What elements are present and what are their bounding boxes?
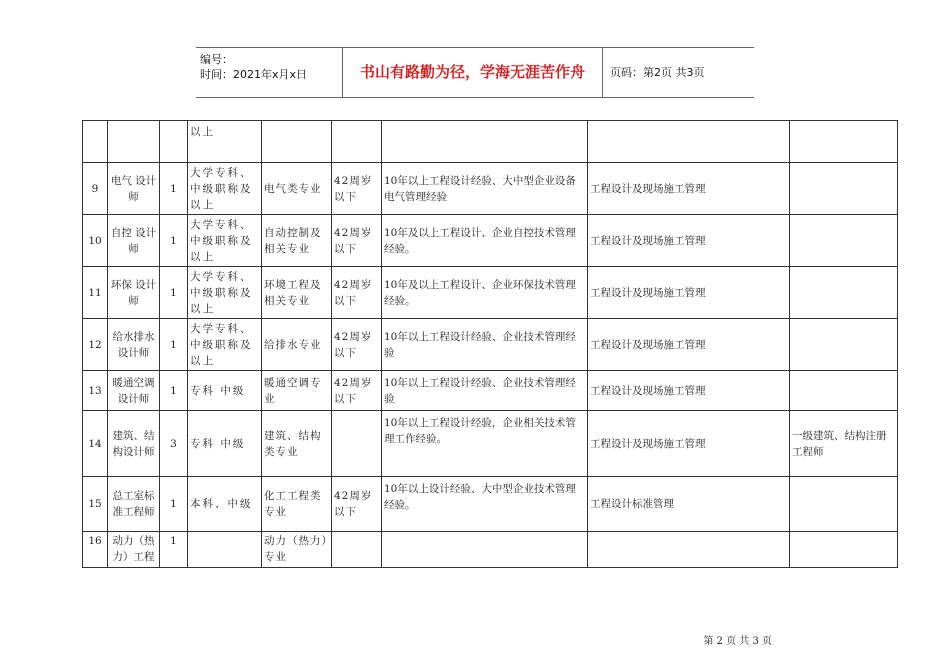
document-time-label: 时间：2021年x月x日 (200, 68, 308, 81)
cell-experience: 10年及以上工程设计、企业自控技术管理经验。 (382, 215, 588, 267)
cell-count (160, 121, 188, 163)
cell-position: 建筑、结构设计师 (108, 411, 160, 477)
header-divider (602, 48, 603, 97)
cell-age: 42周岁以下 (332, 477, 382, 532)
cell-education: 大学专科、中级职称及以上 (188, 319, 262, 371)
cell-duty: 工程设计及现场施工管理 (588, 411, 790, 477)
cell-major (262, 121, 332, 163)
cell-position: 环保 设计师 (108, 267, 160, 319)
cell-education (188, 532, 262, 568)
cell-education: 大学专科、中级职称及以上 (188, 267, 262, 319)
table-row (83, 532, 898, 568)
table-row (83, 319, 898, 371)
cell-age: 42周岁以下 (332, 319, 382, 371)
cell-no: 15 (83, 477, 108, 532)
table-row (83, 371, 898, 411)
cell-position: 电气 设计师 (108, 163, 160, 215)
cell-age: 42周岁以下 (332, 267, 382, 319)
cell-note (790, 267, 898, 319)
header-meta (200, 52, 340, 82)
cell-position (108, 121, 160, 163)
cell-duty: 工程设计标准管理 (588, 477, 790, 532)
cell-age (332, 121, 382, 163)
cell-no (83, 121, 108, 163)
cell-education: 专科 中级 (188, 411, 262, 477)
cell-education: 本科、中级 (188, 477, 262, 532)
header-page-label: 页码：第2页 共3页 (610, 66, 705, 79)
cell-major: 给排水专业 (262, 319, 332, 371)
header-motto: 书山有路勤为径，学海无涯苦作舟 (359, 63, 585, 81)
cell-note (790, 121, 898, 163)
cell-experience: 10年以上工程设计经验、企业技术管理经验 (382, 371, 588, 411)
cell-experience (382, 121, 588, 163)
cell-duty: 工程设计及现场施工管理 (588, 371, 790, 411)
cell-note (790, 371, 898, 411)
cell-position: 给水排水设计师 (108, 319, 160, 371)
cell-no: 13 (83, 371, 108, 411)
cell-count: 1 (160, 371, 188, 411)
cell-major: 建筑、结构类专业 (262, 411, 332, 477)
cell-experience: 10年以上工程设计经验、大中型企业设备电气管理经验 (382, 163, 588, 215)
cell-experience: 10年以上设计经验、大中型企业技术管理经验。 (382, 477, 588, 532)
cell-no: 14 (83, 411, 108, 477)
table-body (83, 121, 898, 568)
cell-major: 动力（热力）专业 (262, 532, 332, 568)
cell-count: 1 (160, 267, 188, 319)
table-row (83, 121, 898, 163)
page-header (196, 47, 754, 98)
cell-duty (588, 532, 790, 568)
cell-no: 11 (83, 267, 108, 319)
cell-education: 以上 (188, 121, 262, 163)
cell-major: 电气类专业 (262, 163, 332, 215)
cell-note (790, 215, 898, 267)
cell-experience: 10年以上工程设计经验、企业技术管理经验 (382, 319, 588, 371)
cell-experience: 10年以上工程设计经验，企业相关技术管理工作经验。 (382, 411, 588, 477)
cell-note (790, 319, 898, 371)
cell-no: 16 (83, 532, 108, 568)
cell-count: 1 (160, 163, 188, 215)
table-row (83, 477, 898, 532)
cell-experience (382, 532, 588, 568)
cell-position: 暖通空调设计师 (108, 371, 160, 411)
recruitment-table (82, 120, 898, 568)
cell-age (332, 532, 382, 568)
cell-major: 暖通空调专业 (262, 371, 332, 411)
cell-duty (588, 121, 790, 163)
cell-no: 9 (83, 163, 108, 215)
table-row (83, 267, 898, 319)
table-row (83, 215, 898, 267)
cell-count: 3 (160, 411, 188, 477)
cell-position: 动力（热力）工程 (108, 532, 160, 568)
cell-major: 自动控制及相关专业 (262, 215, 332, 267)
cell-education: 专科 中级 (188, 371, 262, 411)
cell-no: 10 (83, 215, 108, 267)
cell-note (790, 532, 898, 568)
cell-major: 环境工程及相关专业 (262, 267, 332, 319)
cell-major: 化工工程类专业 (262, 477, 332, 532)
cell-count: 1 (160, 477, 188, 532)
cell-duty: 工程设计及现场施工管理 (588, 163, 790, 215)
cell-duty: 工程设计及现场施工管理 (588, 267, 790, 319)
cell-age: 42周岁以下 (332, 215, 382, 267)
cell-count: 1 (160, 532, 188, 568)
cell-position: 自控 设计师 (108, 215, 160, 267)
cell-age: 42周岁以下 (332, 371, 382, 411)
cell-age (332, 411, 382, 477)
cell-count: 1 (160, 215, 188, 267)
table-row (83, 411, 898, 477)
page-footer: 第 2 页 共 3 页 (703, 636, 772, 647)
cell-duty: 工程设计及现场施工管理 (588, 319, 790, 371)
cell-count: 1 (160, 319, 188, 371)
cell-note (790, 477, 898, 532)
cell-education: 大学专科、中级职称及以上 (188, 215, 262, 267)
cell-duty: 工程设计及现场施工管理 (588, 215, 790, 267)
cell-experience: 10年及以上工程设计、企业环保技术管理经验。 (382, 267, 588, 319)
cell-note (790, 163, 898, 215)
document-number-label: 编号： (200, 53, 233, 66)
cell-position: 总工室标准工程师 (108, 477, 160, 532)
table-row (83, 163, 898, 215)
cell-education: 大学专科、中级职称及以上 (188, 163, 262, 215)
cell-no: 12 (83, 319, 108, 371)
cell-note: 一级建筑、结构注册工程师 (790, 411, 898, 477)
cell-age: 42周岁以下 (332, 163, 382, 215)
